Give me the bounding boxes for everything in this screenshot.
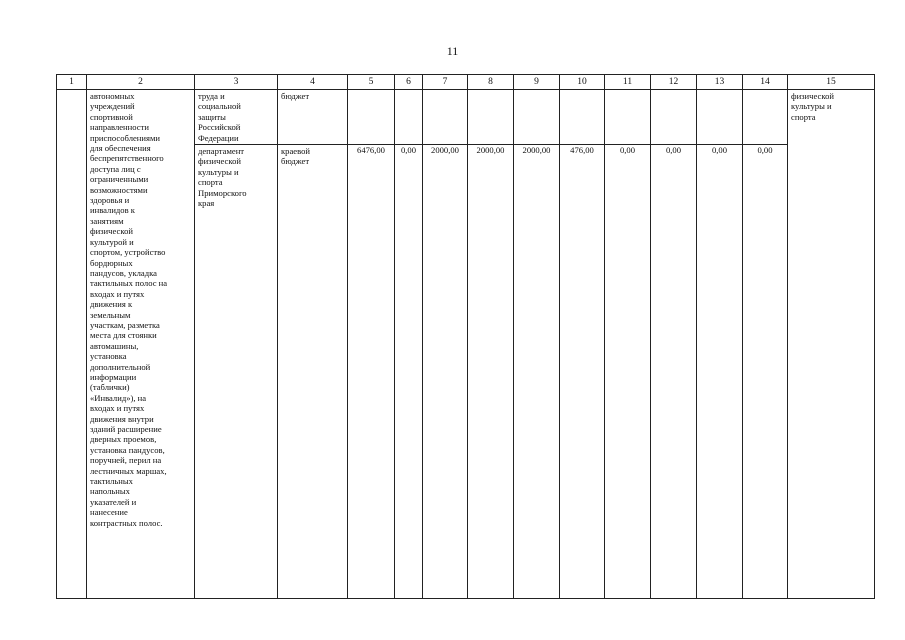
cell-col3-row1 [195,90,278,145]
column-header: 4 [278,75,348,90]
column-number-row [57,75,875,90]
text-line: физической [198,156,241,167]
value-cell: 2000,00 [423,145,468,599]
value-cell: 6476,00 [348,145,395,599]
text-line: информации [90,371,137,382]
text-line: защиты [198,111,226,122]
cell [743,90,788,145]
cell [697,90,743,145]
text-line: бордюрных [90,257,133,268]
budget-table [56,74,875,599]
text-line: движения внутри [90,413,154,424]
value-cell: 0,00 [395,145,423,599]
column-header: 11 [605,75,651,90]
cell [395,90,423,145]
cell-col3-row2 [195,145,278,599]
cell-col15 [788,90,875,599]
text-line: входах и путях [90,403,145,414]
column-header: 9 [514,75,560,90]
column-header: 15 [788,75,875,90]
text-line: труда и [198,91,225,101]
text-line: Российской [198,122,241,133]
text-line: занятиям [90,215,124,226]
value-cell: 0,00 [743,145,788,599]
text-line: спорта [791,111,816,122]
column-header: 8 [468,75,514,90]
value-cell: 2000,00 [468,145,514,599]
column-header: 13 [697,75,743,90]
text-line: (таблички) [90,382,130,393]
text-line: спортом, устройство [90,247,166,258]
text-line: бюджет [281,156,310,167]
text-line: учреждений [90,101,135,112]
text-line: Федерации [198,132,239,143]
text-line: контрастных полос. [90,517,163,528]
value-cell: 476,00 [560,145,605,599]
text-line: спортивной [90,111,133,122]
text-line: инвалидов к [90,205,135,216]
text-line: земельным [90,309,131,320]
text-line: для обеспечения [90,143,151,154]
text-line: ограниченными [90,174,149,185]
cell-description [87,90,195,599]
text-line: автономных [90,91,135,101]
text-line: пандусов, укладка [90,267,157,278]
page-number: 11 [446,44,459,58]
text-line: тактильных полос на [90,278,168,289]
column-header: 12 [651,75,697,90]
cell [423,90,468,145]
text-line: департамент [198,146,245,157]
text-line: поручней, перил на [90,455,162,466]
text-line: культуры и [791,101,832,112]
column-header: 14 [743,75,788,90]
text-line: физической [90,226,133,237]
text-line: направленности [90,122,149,133]
column-header: 1 [57,75,87,90]
value-cell: 2000,00 [514,145,560,599]
column-header: 7 [423,75,468,90]
text-line: тактильных [90,476,133,487]
text-line: лестничных маршах, [90,465,167,476]
text-line: культуры и [198,166,239,177]
text-line: участкам, разметка [90,319,160,330]
text-line: дополнительной [90,361,151,372]
column-header: 10 [560,75,605,90]
column-header: 3 [195,75,278,90]
cell [560,90,605,145]
result-text [788,90,874,123]
text-line: доступа лиц с [90,163,141,174]
text-line: приспособлениями [90,132,160,143]
column-header: 5 [348,75,395,90]
value-cell: 0,00 [697,145,743,599]
text-line: места для стоянки [90,330,157,341]
text-line: физической [791,91,834,101]
text-line: возможностями [90,184,148,195]
cell [348,90,395,145]
text-line: беспрепятственного [90,153,164,164]
text-line: зданий расширение [90,424,162,434]
source-text: бюджет [281,91,310,101]
column-header: 2 [87,75,195,90]
text-line: социальной [198,101,241,112]
text-line: культурой и [90,236,134,247]
cell [514,90,560,145]
cell-col4-row2 [278,145,348,599]
text-line: спорта [198,177,223,188]
source-text [278,145,347,168]
text-line: здоровья и [90,195,130,206]
column-header: 6 [395,75,423,90]
text-line: Приморского [198,187,247,198]
text-line: дверных проемов, [90,434,157,445]
cell-col4-row1 [278,90,348,145]
table-row [57,90,875,145]
text-line: «Инвалид»), на [90,392,147,403]
text-line: указателей и [90,496,137,507]
cell [651,90,697,145]
text-line: нанесение [90,507,128,518]
cell-col1 [57,90,87,599]
value-cell: 0,00 [605,145,651,599]
text-line: установка пандусов, [90,444,165,455]
value-cell: 0,00 [651,145,697,599]
text-line: краевой [281,146,310,157]
text-line: входах и путях [90,288,145,299]
executor-text [195,90,277,144]
description-text [87,90,194,529]
executor-text [195,145,277,209]
cell [468,90,514,145]
text-line: автомашины, [90,340,139,351]
text-line: движения к [90,299,133,310]
text-line: края [198,198,215,209]
text-line: напольных [90,486,130,497]
cell [605,90,651,145]
text-line: установка [90,351,127,362]
